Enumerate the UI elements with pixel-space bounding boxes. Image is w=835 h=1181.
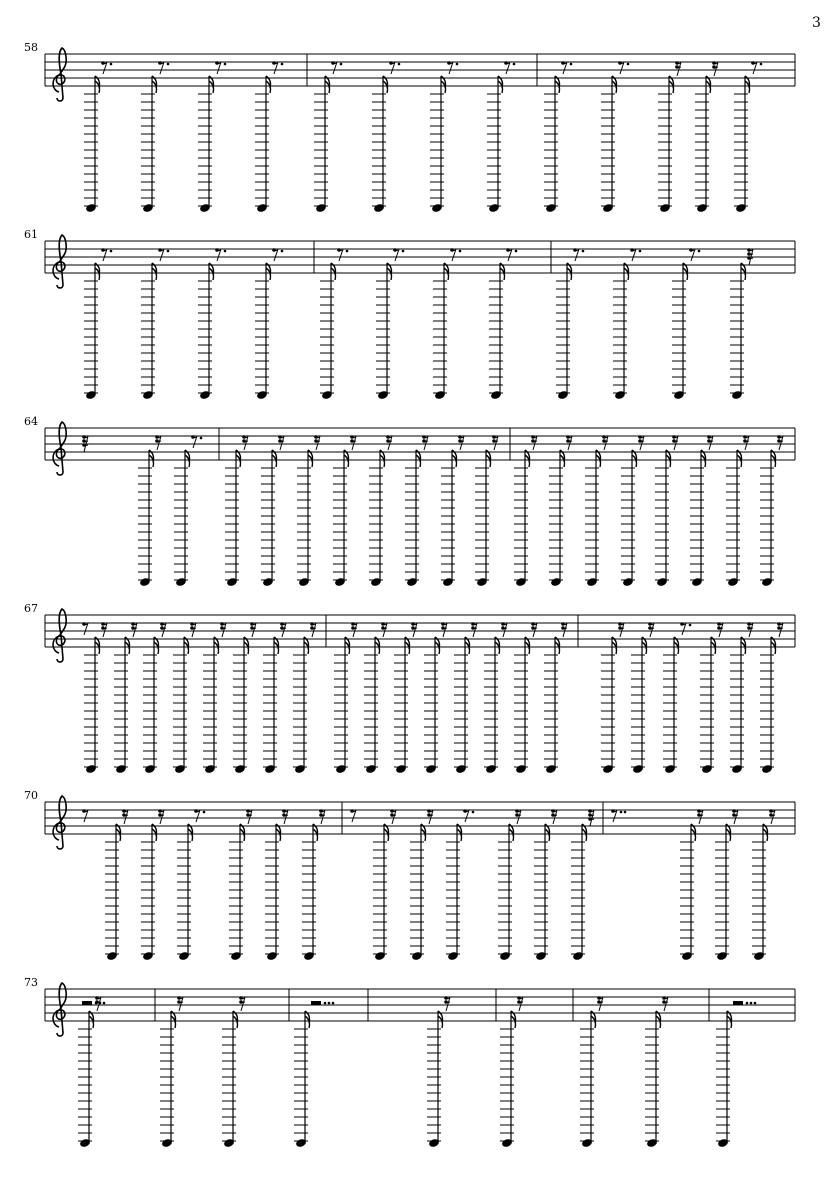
rest-symbol bbox=[122, 809, 128, 824]
note bbox=[498, 809, 521, 961]
note bbox=[203, 622, 226, 774]
rest-symbol bbox=[278, 435, 284, 450]
rest-symbol bbox=[675, 61, 681, 76]
rest-symbol bbox=[191, 435, 202, 448]
rest-symbol bbox=[101, 61, 112, 74]
rest-symbol bbox=[158, 809, 164, 824]
note bbox=[424, 622, 447, 774]
rest-symbol bbox=[444, 996, 450, 1011]
rest-symbol bbox=[707, 435, 713, 450]
note bbox=[138, 435, 161, 587]
note bbox=[631, 622, 654, 774]
rest-symbol bbox=[672, 435, 678, 450]
rest-symbol bbox=[82, 622, 88, 635]
rest-symbol bbox=[517, 996, 523, 1011]
rest-symbol bbox=[215, 61, 226, 74]
note bbox=[114, 622, 137, 774]
rest-symbol bbox=[319, 809, 325, 824]
treble-clef-icon bbox=[53, 796, 66, 849]
rest-symbol bbox=[566, 435, 572, 450]
note bbox=[672, 248, 700, 400]
staff-system bbox=[24, 41, 795, 213]
rest-symbol bbox=[250, 622, 256, 637]
rest-symbol bbox=[618, 61, 629, 74]
rest-symbol bbox=[280, 622, 286, 637]
rest-symbol bbox=[597, 996, 603, 1011]
note bbox=[364, 622, 387, 774]
note bbox=[293, 622, 316, 774]
rest-symbol bbox=[777, 622, 783, 637]
note bbox=[174, 435, 202, 587]
note bbox=[580, 996, 603, 1148]
rest-symbol bbox=[350, 809, 356, 822]
bar-number: 61 bbox=[24, 228, 38, 241]
note bbox=[487, 61, 515, 213]
note bbox=[229, 809, 252, 961]
rest-symbol bbox=[190, 622, 196, 637]
note bbox=[680, 809, 703, 961]
rest-symbol bbox=[311, 1001, 334, 1005]
note bbox=[334, 622, 357, 774]
rest-symbol bbox=[618, 622, 624, 637]
note bbox=[302, 809, 325, 961]
rest-symbol bbox=[515, 809, 521, 824]
note bbox=[427, 996, 450, 1148]
staff-system bbox=[24, 602, 795, 774]
note bbox=[333, 435, 356, 587]
rest-symbol bbox=[82, 809, 88, 822]
rest-symbol bbox=[602, 435, 608, 450]
note bbox=[198, 248, 226, 400]
rest-symbol bbox=[220, 622, 226, 637]
bar-number: 70 bbox=[24, 789, 38, 802]
rest-symbol bbox=[441, 622, 447, 637]
rest-symbol bbox=[158, 61, 169, 74]
rest-symbol bbox=[648, 622, 654, 637]
note bbox=[263, 622, 286, 774]
rest-symbol bbox=[680, 622, 691, 635]
note bbox=[294, 1001, 334, 1148]
note bbox=[549, 435, 572, 587]
treble-clef-icon bbox=[53, 235, 66, 288]
note bbox=[690, 435, 713, 587]
staff-system bbox=[24, 415, 795, 587]
bar-number: 67 bbox=[24, 602, 38, 615]
note bbox=[173, 622, 196, 774]
note bbox=[84, 248, 112, 400]
rest-symbol bbox=[492, 435, 498, 450]
note bbox=[369, 435, 392, 587]
note bbox=[658, 61, 681, 213]
note bbox=[726, 435, 749, 587]
rest-symbol bbox=[712, 61, 718, 76]
note bbox=[143, 622, 166, 774]
rest-symbol bbox=[82, 1001, 105, 1005]
note bbox=[585, 435, 608, 587]
rest-symbol bbox=[777, 435, 783, 450]
note bbox=[454, 622, 477, 774]
note bbox=[430, 61, 458, 213]
note bbox=[500, 996, 523, 1148]
note bbox=[700, 622, 723, 774]
note bbox=[695, 61, 718, 213]
rest-symbol bbox=[471, 622, 477, 637]
note bbox=[222, 996, 245, 1148]
rest-symbol bbox=[463, 809, 474, 822]
rest-symbol bbox=[689, 248, 700, 261]
note bbox=[78, 996, 101, 1148]
note bbox=[320, 248, 348, 400]
rest-symbol bbox=[501, 622, 507, 637]
note bbox=[484, 622, 507, 774]
rest-symbol bbox=[272, 61, 283, 74]
rest-symbol bbox=[611, 809, 626, 822]
rest-symbol bbox=[282, 809, 288, 824]
rest-symbol bbox=[630, 248, 641, 261]
staff-system bbox=[24, 228, 795, 400]
note bbox=[261, 435, 284, 587]
bar-number: 58 bbox=[24, 41, 38, 54]
note bbox=[441, 435, 464, 587]
rest-symbol bbox=[638, 435, 644, 450]
note bbox=[405, 435, 428, 587]
rest-symbol bbox=[732, 809, 738, 824]
note bbox=[255, 248, 283, 400]
rest-symbol bbox=[411, 622, 417, 637]
rest-symbol bbox=[504, 61, 515, 74]
rest-symbol bbox=[447, 61, 458, 74]
treble-clef-icon bbox=[53, 609, 66, 662]
treble-clef-icon bbox=[53, 48, 66, 101]
rest-symbol bbox=[131, 622, 137, 637]
rest-symbol bbox=[246, 809, 252, 824]
note bbox=[376, 248, 404, 400]
rest-symbol bbox=[427, 809, 433, 824]
rest-symbol bbox=[747, 622, 753, 637]
rest-symbol bbox=[769, 809, 775, 824]
note bbox=[105, 809, 128, 961]
rest-symbol bbox=[561, 61, 572, 74]
rest-symbol bbox=[662, 996, 668, 1011]
note bbox=[475, 435, 498, 587]
note bbox=[255, 61, 283, 213]
rest-symbol bbox=[717, 622, 723, 637]
note bbox=[297, 435, 320, 587]
rest-symbol bbox=[331, 61, 342, 74]
rest-symbol bbox=[751, 61, 762, 74]
note bbox=[534, 809, 557, 961]
rest-symbol bbox=[390, 809, 396, 824]
rest-symbol bbox=[389, 61, 400, 74]
note bbox=[613, 248, 641, 400]
note bbox=[141, 61, 169, 213]
note bbox=[571, 809, 594, 961]
note bbox=[645, 996, 668, 1148]
rest-symbol bbox=[194, 809, 205, 822]
rest-symbol bbox=[314, 435, 320, 450]
rest-symbol bbox=[743, 435, 749, 450]
note bbox=[394, 622, 417, 774]
rest-symbol bbox=[337, 248, 348, 261]
note bbox=[433, 248, 461, 400]
rest-symbol bbox=[272, 248, 283, 261]
rest-symbol bbox=[531, 622, 537, 637]
note bbox=[84, 622, 107, 774]
rest-symbol bbox=[160, 622, 166, 637]
note bbox=[233, 622, 256, 774]
rest-symbol bbox=[155, 435, 161, 450]
note bbox=[663, 622, 691, 774]
note bbox=[621, 435, 644, 587]
rest-symbol bbox=[310, 622, 316, 637]
note bbox=[544, 61, 572, 213]
rest-symbol bbox=[239, 996, 245, 1011]
staff-system bbox=[24, 789, 795, 961]
note bbox=[177, 809, 205, 961]
rest-symbol bbox=[458, 435, 464, 450]
note bbox=[601, 61, 629, 213]
note bbox=[655, 435, 678, 587]
note bbox=[730, 622, 753, 774]
note bbox=[716, 1001, 756, 1148]
treble-clef-icon bbox=[53, 983, 66, 1036]
note bbox=[730, 248, 753, 400]
rest-symbol bbox=[351, 622, 357, 637]
bar-number: 73 bbox=[24, 976, 38, 989]
page-number: 3 bbox=[812, 15, 821, 31]
note bbox=[225, 435, 248, 587]
staff-system bbox=[24, 976, 795, 1148]
note bbox=[489, 248, 517, 400]
rest-symbol bbox=[381, 622, 387, 637]
note bbox=[446, 809, 474, 961]
rest-symbol bbox=[450, 248, 461, 261]
note bbox=[141, 248, 169, 400]
treble-clef-icon bbox=[53, 422, 66, 475]
note bbox=[372, 61, 400, 213]
note bbox=[760, 435, 783, 587]
note bbox=[198, 61, 226, 213]
rest-symbol bbox=[531, 435, 537, 450]
rest-symbol bbox=[573, 248, 584, 261]
rest-symbol bbox=[733, 1001, 756, 1005]
rest-symbol bbox=[242, 435, 248, 450]
note bbox=[601, 622, 624, 774]
note bbox=[314, 61, 342, 213]
rest-symbol bbox=[101, 248, 112, 261]
note bbox=[84, 61, 112, 213]
note bbox=[265, 809, 288, 961]
note bbox=[752, 809, 775, 961]
rest-symbol bbox=[158, 248, 169, 261]
rest-symbol bbox=[422, 435, 428, 450]
note bbox=[715, 809, 738, 961]
note bbox=[514, 435, 537, 587]
rest-symbol bbox=[101, 622, 107, 637]
note bbox=[160, 996, 183, 1148]
rest-symbol bbox=[177, 996, 183, 1011]
rest-symbol bbox=[697, 809, 703, 824]
note bbox=[514, 622, 537, 774]
note bbox=[734, 61, 762, 213]
note bbox=[141, 809, 164, 961]
rest-symbol bbox=[561, 622, 567, 637]
rest-symbol bbox=[215, 248, 226, 261]
note bbox=[556, 248, 584, 400]
note bbox=[410, 809, 433, 961]
note bbox=[760, 622, 783, 774]
rest-symbol bbox=[506, 248, 517, 261]
note bbox=[373, 809, 396, 961]
rest-symbol bbox=[350, 435, 356, 450]
rest-symbol bbox=[386, 435, 392, 450]
note bbox=[544, 622, 567, 774]
bar-number: 64 bbox=[24, 415, 38, 428]
rest-symbol bbox=[551, 809, 557, 824]
rest-symbol bbox=[393, 248, 404, 261]
